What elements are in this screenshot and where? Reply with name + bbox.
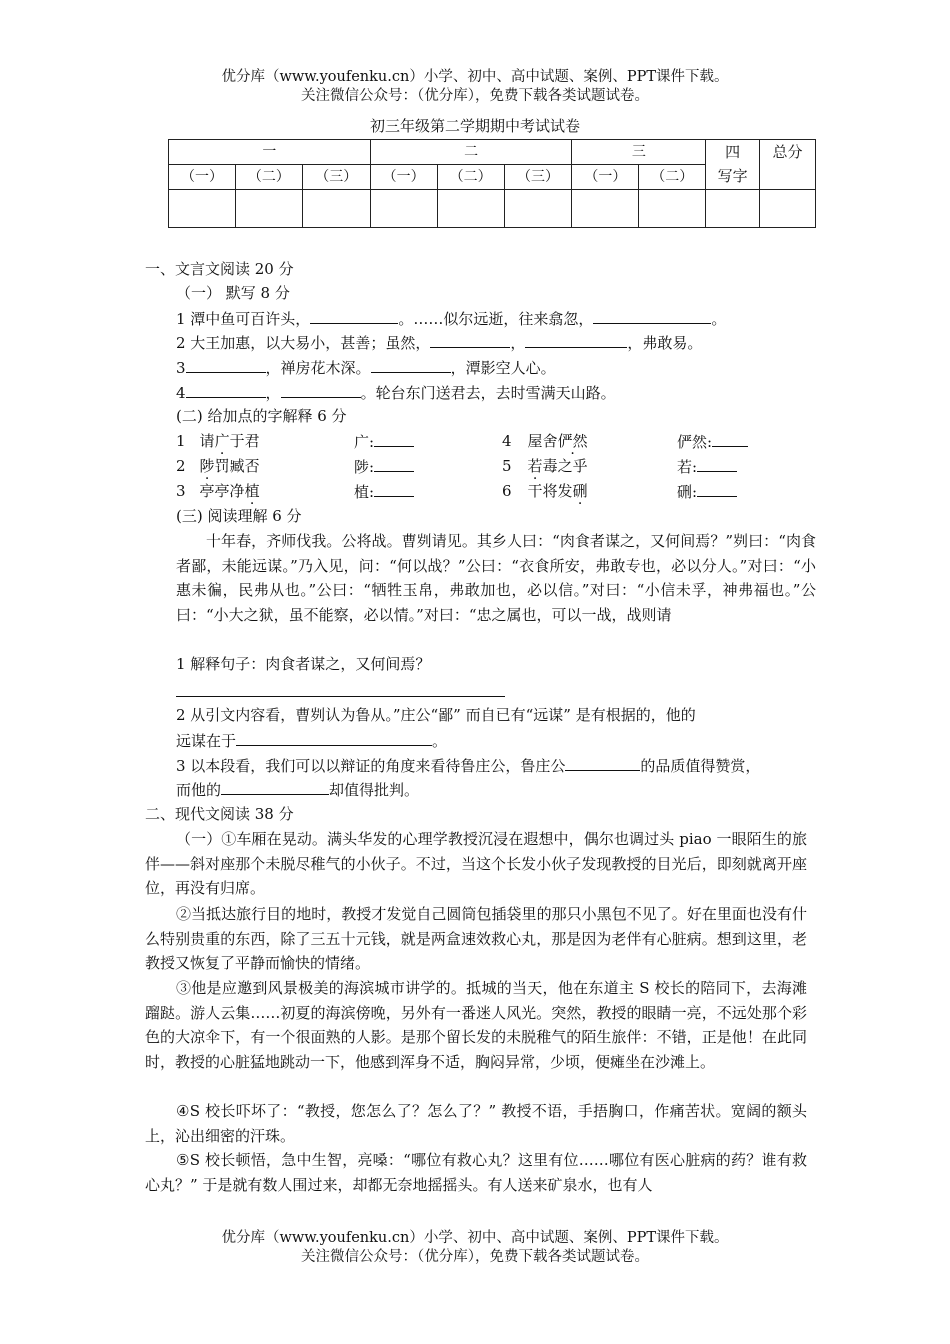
score-cell[interactable] <box>370 190 437 228</box>
score-cell[interactable] <box>572 190 639 228</box>
explain-answer: 俨然: <box>677 430 748 453</box>
explain-item: 5 若毒之乎 <box>502 457 588 475</box>
score-cell[interactable] <box>235 190 302 228</box>
section2-heading: 二、现代文阅读 38 分 <box>145 805 294 823</box>
page-title: 初三年级第二学期期中考试试卷 <box>369 117 580 135</box>
answer-blank[interactable] <box>697 455 737 472</box>
footer-line-1: 优分库（www.youfenku.cn）小学、初中、高中试题、案例、PPT课件下载。 <box>221 1230 729 1246</box>
answer-blank[interactable] <box>712 430 748 447</box>
recite-q2: 2 大王加惠，以大易小，甚善；虽然， ， ，弗敢易。 <box>176 331 702 354</box>
score-cell[interactable] <box>639 190 706 228</box>
modern-paragraph-2: ②当抵达旅行目的地时，教授才发觉自己圆筒包插袋里的那只小黑包不见了。好在里面也没有什么特别贵重的东西，除了三五十元钱，就是两盒速效救心丸，那是因为老伴有心脏病。想到这里，老教授又恢复了平静而愉快的情绪。 <box>145 905 807 972</box>
reading-q3-line1: 3 以本段看，我们可以以辩证的角度来看待鲁庄公，鲁庄公 的品质值得赞赏， <box>176 754 760 777</box>
answer-blank[interactable] <box>374 455 414 472</box>
answer-blank[interactable] <box>374 480 414 497</box>
score-cell[interactable] <box>302 190 370 228</box>
answer-blank[interactable] <box>371 356 451 373</box>
answer-blank[interactable] <box>593 307 711 324</box>
explain-answer: 广: <box>354 430 414 453</box>
answer-blank[interactable] <box>236 729 432 746</box>
answer-blank[interactable] <box>186 381 266 398</box>
score-cell[interactable] <box>437 190 504 228</box>
score-cell[interactable] <box>760 190 816 228</box>
score-sub-1: （一） <box>169 165 236 190</box>
answer-line[interactable] <box>176 696 505 697</box>
reading-q2-line2: 远谋在于 。 <box>176 729 447 752</box>
part1-heading: （一） 默写 8 分 <box>176 284 290 302</box>
score-group-4: 四 写字 <box>706 140 760 190</box>
modern-paragraph-4: ④S 校长吓坏了：“教授，您怎么了？怎么了？” 教授不语，手捂胸口，作痛苦状。宽阔的额头上，沁出细密的汗珠。 <box>145 1102 807 1145</box>
score-cell[interactable] <box>169 190 236 228</box>
explain-answer: 植: <box>354 480 414 503</box>
recite-q3: 3 ，禅房花木深。 ，潭影空人心。 <box>176 356 556 379</box>
part3-heading: (三) 阅读理解 6 分 <box>176 507 302 525</box>
header-line-2: 关注微信公众号：（优分库），免费下载各类试题试卷。 <box>301 88 649 104</box>
score-cell[interactable] <box>504 190 572 228</box>
score-sub-2: （二） <box>235 165 302 190</box>
header-line-1: 优分库（www.youfenku.cn）小学、初中、高中试题、案例、PPT课件下载。 <box>221 69 729 85</box>
answer-blank[interactable] <box>221 778 329 795</box>
recite-q4: 4 ， 。轮台东门送君去，去时雪满天山路。 <box>176 381 616 404</box>
answer-blank[interactable] <box>186 356 266 373</box>
reading-q3-line2: 而他的 却值得批判。 <box>176 778 419 801</box>
explain-item: 3 亭亭净植 <box>176 482 260 500</box>
modern-paragraph-5: ⑤S 校长顿悟，急中生智，亮嗓：“哪位有救心丸？这里有位……哪位有医心脏病的药？谁有救心丸？” 于是就有数人围过来，却都无奈地摇摇头。有人送来矿泉水，也有人 <box>145 1151 807 1194</box>
explain-answer: 陟: <box>354 455 414 478</box>
answer-blank[interactable] <box>525 331 627 348</box>
part2-heading: (二) 给加点的字解释 6 分 <box>176 407 347 425</box>
modern-paragraph-1: （一）①车厢在晃动。满头华发的心理学教授沉浸在遐想中，偶尔也调过头 piao 一眼陌生的旅伴——斜对座那个未脱尽稚气的小伙子。不过，当这个长发小伙子发现教授的目光后，即刻就离开座位，再没有归席。 <box>145 830 807 897</box>
reading-q2-line1: 2 从引文内容看，曹刿认为鲁从。”庄公“鄙” 而自已有“远谋” 是有根据的，他的 <box>176 706 696 724</box>
classical-passage: 十年春，齐师伐我。公将战。曹刿请见。其乡人曰：“肉食者谋之，又何间焉？”刿曰：“肉食者鄙，未能远谋。”乃入见，问：“何以战？”公曰：“衣食所安，弗敢专也，必以分人。”对曰：“小惠未徧，民弗从也。”公曰：“牺牲玉帛，弗敢加也，必以信。”对曰：“小信未孚，神弗福也。”公曰：“小大之狱，虽不能察，必以情。”对曰：“忠之属也，可以一战，战则请 <box>176 532 816 624</box>
explain-item: 6 干将发硎 <box>502 482 588 500</box>
score-group-2: 二 <box>370 140 572 165</box>
score-group-3: 三 <box>572 140 706 165</box>
score-sub-6: （三） <box>504 165 572 190</box>
answer-blank[interactable] <box>281 381 361 398</box>
score-sub-8: （二） <box>639 165 706 190</box>
answer-blank[interactable] <box>310 307 398 324</box>
score-cell[interactable] <box>706 190 760 228</box>
footer-line-2: 关注微信公众号：（优分库），免费下载各类试题试卷。 <box>301 1249 649 1265</box>
score-sub-5: （二） <box>437 165 504 190</box>
score-sub-3: （三） <box>302 165 370 190</box>
explain-item: 1 请广于君 <box>176 432 260 450</box>
section1-heading: 一、文言文阅读 20 分 <box>145 260 294 278</box>
score-sub-4: （一） <box>370 165 437 190</box>
explain-answer: 若: <box>677 455 737 478</box>
explain-item: 4 屋舍俨然 <box>502 432 588 450</box>
reading-q1: 1 解释句子：肉食者谋之，又何间焉？ <box>176 655 431 673</box>
answer-blank[interactable] <box>697 480 737 497</box>
explain-answer: 硎: <box>677 480 737 503</box>
answer-blank[interactable] <box>430 331 510 348</box>
recite-q1: 1 潭中鱼可百许头， 。……似尔远逝，往来翕忽， 。 <box>176 307 726 330</box>
score-sub-7: （一） <box>572 165 639 190</box>
score-table <box>168 139 816 228</box>
score-group-total: 总分 <box>760 140 816 190</box>
explain-item: 2 陟罚臧否 <box>176 457 260 475</box>
score-group-1: 一 <box>169 140 371 165</box>
answer-blank[interactable] <box>374 430 414 447</box>
modern-paragraph-3: ③他是应邀到风景极美的海滨城市讲学的。抵城的当天，他在东道主 S 校长的陪同下，去海滩蹓跶。游人云集……初夏的海滨傍晚，另外有一番迷人风光。突然，教授的眼睛一亮，不远处那个彩色的大凉伞下，有一个很面熟的人影。是那个留长发的未脱稚气的陌生旅伴：不错，正是他！在此同时，教授的心脏猛地跳动一下，他感到浑身不适，胸闷异常，少顷，便瘫坐在沙滩上。 <box>145 979 807 1071</box>
answer-blank[interactable] <box>565 754 640 771</box>
